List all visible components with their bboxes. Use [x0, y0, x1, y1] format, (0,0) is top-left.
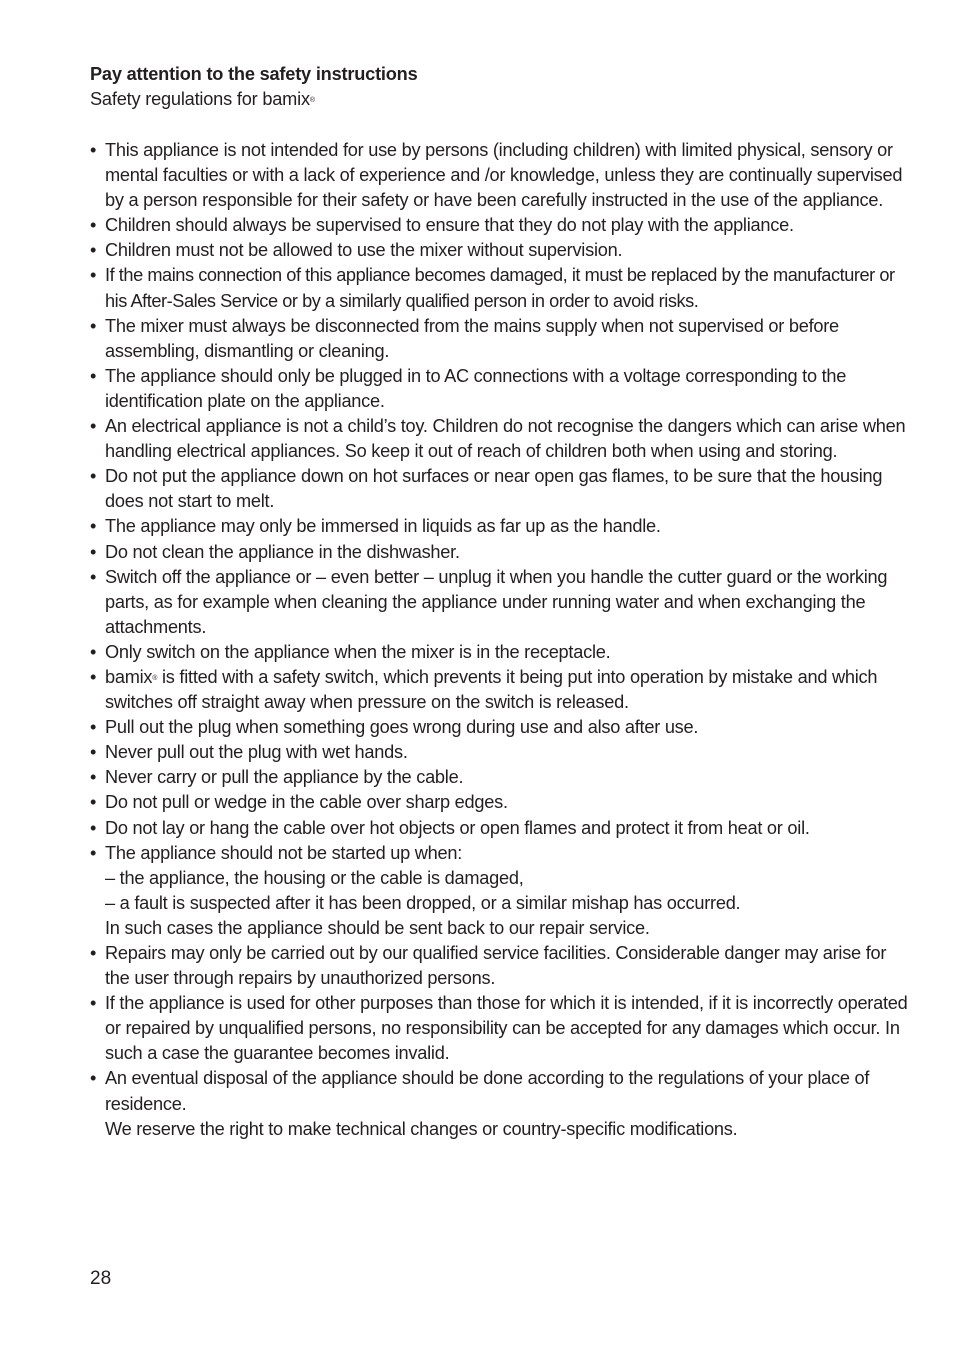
item-text: An eventual disposal of the appliance should be done according to the regulations of your place of residence.: [105, 1068, 870, 1114]
safety-list: [90, 138, 910, 1142]
item-text: Repairs may only be carried out by our qualified service facilities. Considerable danger may arise for the user through repairs by unauthorized persons.: [105, 943, 887, 989]
item-text: An electrical appliance is not a child’s toy. Children do not recognise the dangers which can arise when handling electrical appliances. So keep it out of reach of children both when using and storing.: [105, 416, 906, 462]
list-item: [90, 314, 910, 364]
bullet-icon: •: [90, 666, 97, 687]
item-text: If the appliance is used for other purposes than those for which it is intended, if it is incorrectly operated or repaired by unqualified persons, no responsibility can be accepted for any damages which occur. In such a case the guarantee becomes invalid.: [105, 993, 908, 1064]
bullet-icon: •: [90, 416, 97, 437]
list-item: [90, 514, 910, 539]
item-text: Do not lay or hang the cable over hot objects or open flames and protect it from heat or oil.: [105, 817, 810, 838]
bullet-icon: •: [90, 566, 97, 587]
sub-item: – a fault is suspected after it has been dropped, or a similar mishap has occurred.: [105, 892, 741, 913]
bullet-icon: •: [90, 365, 97, 386]
list-item: [90, 540, 910, 565]
registered-mark: ®: [152, 674, 158, 682]
item-text: If the mains connection of this appliance becomes damaged, it must be replaced by the manufacturer or his After-Sales Service or by a similarly qualified person in order to avoid risks.: [105, 265, 895, 311]
list-item: [90, 740, 910, 765]
item-text: Pull out the plug when something goes wrong during use and also after use.: [105, 717, 699, 738]
item-text: is fitted with a safety switch, which prevents it being put into operation by mistake and which switches off straight away when pressure on the switch is released.: [105, 666, 878, 713]
sub-item: – the appliance, the housing or the cable is damaged,: [105, 867, 524, 888]
bullet-icon: •: [90, 742, 97, 763]
list-item: [90, 665, 910, 715]
item-brand: bamix: [105, 666, 153, 687]
item-text: This appliance is not intended for use by persons (including children) with limited physical, sensory or mental faculties or with a lack of experience and /or knowledge, unless they are continually supervised by a person responsible for their safety or have been carefully instructed in the use of the appliance.: [105, 140, 903, 211]
bullet-icon: •: [90, 717, 97, 738]
bullet-icon: •: [90, 315, 97, 336]
document-page: [90, 62, 910, 1142]
sub-item: In such cases the appliance should be sent back to our repair service.: [105, 917, 650, 938]
item-text: Children should always be supervised to ensure that they do not play with the appliance.: [105, 215, 794, 236]
list-item: [90, 640, 910, 665]
bullet-icon: •: [90, 466, 97, 487]
bullet-icon: •: [90, 265, 97, 286]
bullet-icon: •: [90, 842, 97, 863]
list-item: [90, 1066, 910, 1141]
bullet-icon: •: [90, 541, 97, 562]
bullet-icon: •: [90, 516, 97, 537]
list-item: [90, 941, 910, 991]
sub-item: We reserve the right to make technical changes or country-specific modifications.: [105, 1118, 738, 1139]
list-item: [90, 565, 910, 640]
bullet-icon: •: [90, 817, 97, 838]
item-text: Do not put the appliance down on hot surfaces or near open gas flames, to be sure that the housing does not start to melt.: [105, 466, 883, 512]
bullet-icon: •: [90, 240, 97, 261]
bullet-icon: •: [90, 215, 97, 236]
section-heading: Pay attention to the safety instructions: [90, 64, 418, 84]
bullet-icon: •: [90, 641, 97, 662]
list-item: [90, 991, 910, 1066]
item-text: Do not pull or wedge in the cable over sharp edges.: [105, 792, 508, 813]
list-item: [90, 364, 910, 414]
item-text: The appliance may only be immersed in liquids as far up as the handle.: [105, 516, 661, 537]
item-text: The appliance should not be started up when:: [105, 842, 463, 863]
item-text: Switch off the appliance or – even better – unplug it when you handle the cutter guard or the working parts, as for example when cleaning the appliance under running water and when exchanging the attachments.: [105, 566, 888, 637]
list-item: [90, 790, 910, 815]
section-subheading: [90, 87, 910, 112]
page-number: 28: [90, 1268, 112, 1289]
list-item: [90, 238, 910, 263]
item-text: The mixer must always be disconnected from the mains supply when not supervised or before assembling, dismantling or cleaning.: [105, 315, 839, 361]
item-text: Never pull out the plug with wet hands.: [105, 742, 408, 763]
bullet-icon: •: [90, 792, 97, 813]
list-item: [90, 464, 910, 514]
item-text: Children must not be allowed to use the mixer without supervision.: [105, 240, 623, 261]
list-item: [90, 816, 910, 841]
bullet-icon: •: [90, 140, 97, 160]
bullet-icon: •: [90, 943, 97, 963]
list-item: [90, 715, 910, 740]
list-item: [90, 841, 910, 941]
item-text: Do not clean the appliance in the dishwasher.: [105, 541, 460, 562]
list-item: [90, 263, 910, 313]
bullet-icon: •: [90, 1068, 97, 1089]
item-text: Never carry or pull the appliance by the cable.: [105, 767, 464, 788]
list-item: [90, 414, 910, 464]
list-item: [90, 213, 910, 238]
item-text: Only switch on the appliance when the mixer is in the receptacle.: [105, 641, 611, 662]
registered-mark: ®: [309, 97, 315, 104]
list-item: [90, 765, 910, 790]
subheading-text: Safety regulations for bamix: [90, 89, 310, 109]
list-item: [90, 138, 910, 213]
bullet-icon: •: [90, 993, 97, 1014]
item-text: The appliance should only be plugged in to AC connections with a voltage corresponding to the identification plate on the appliance.: [105, 365, 847, 411]
bullet-icon: •: [90, 767, 97, 788]
